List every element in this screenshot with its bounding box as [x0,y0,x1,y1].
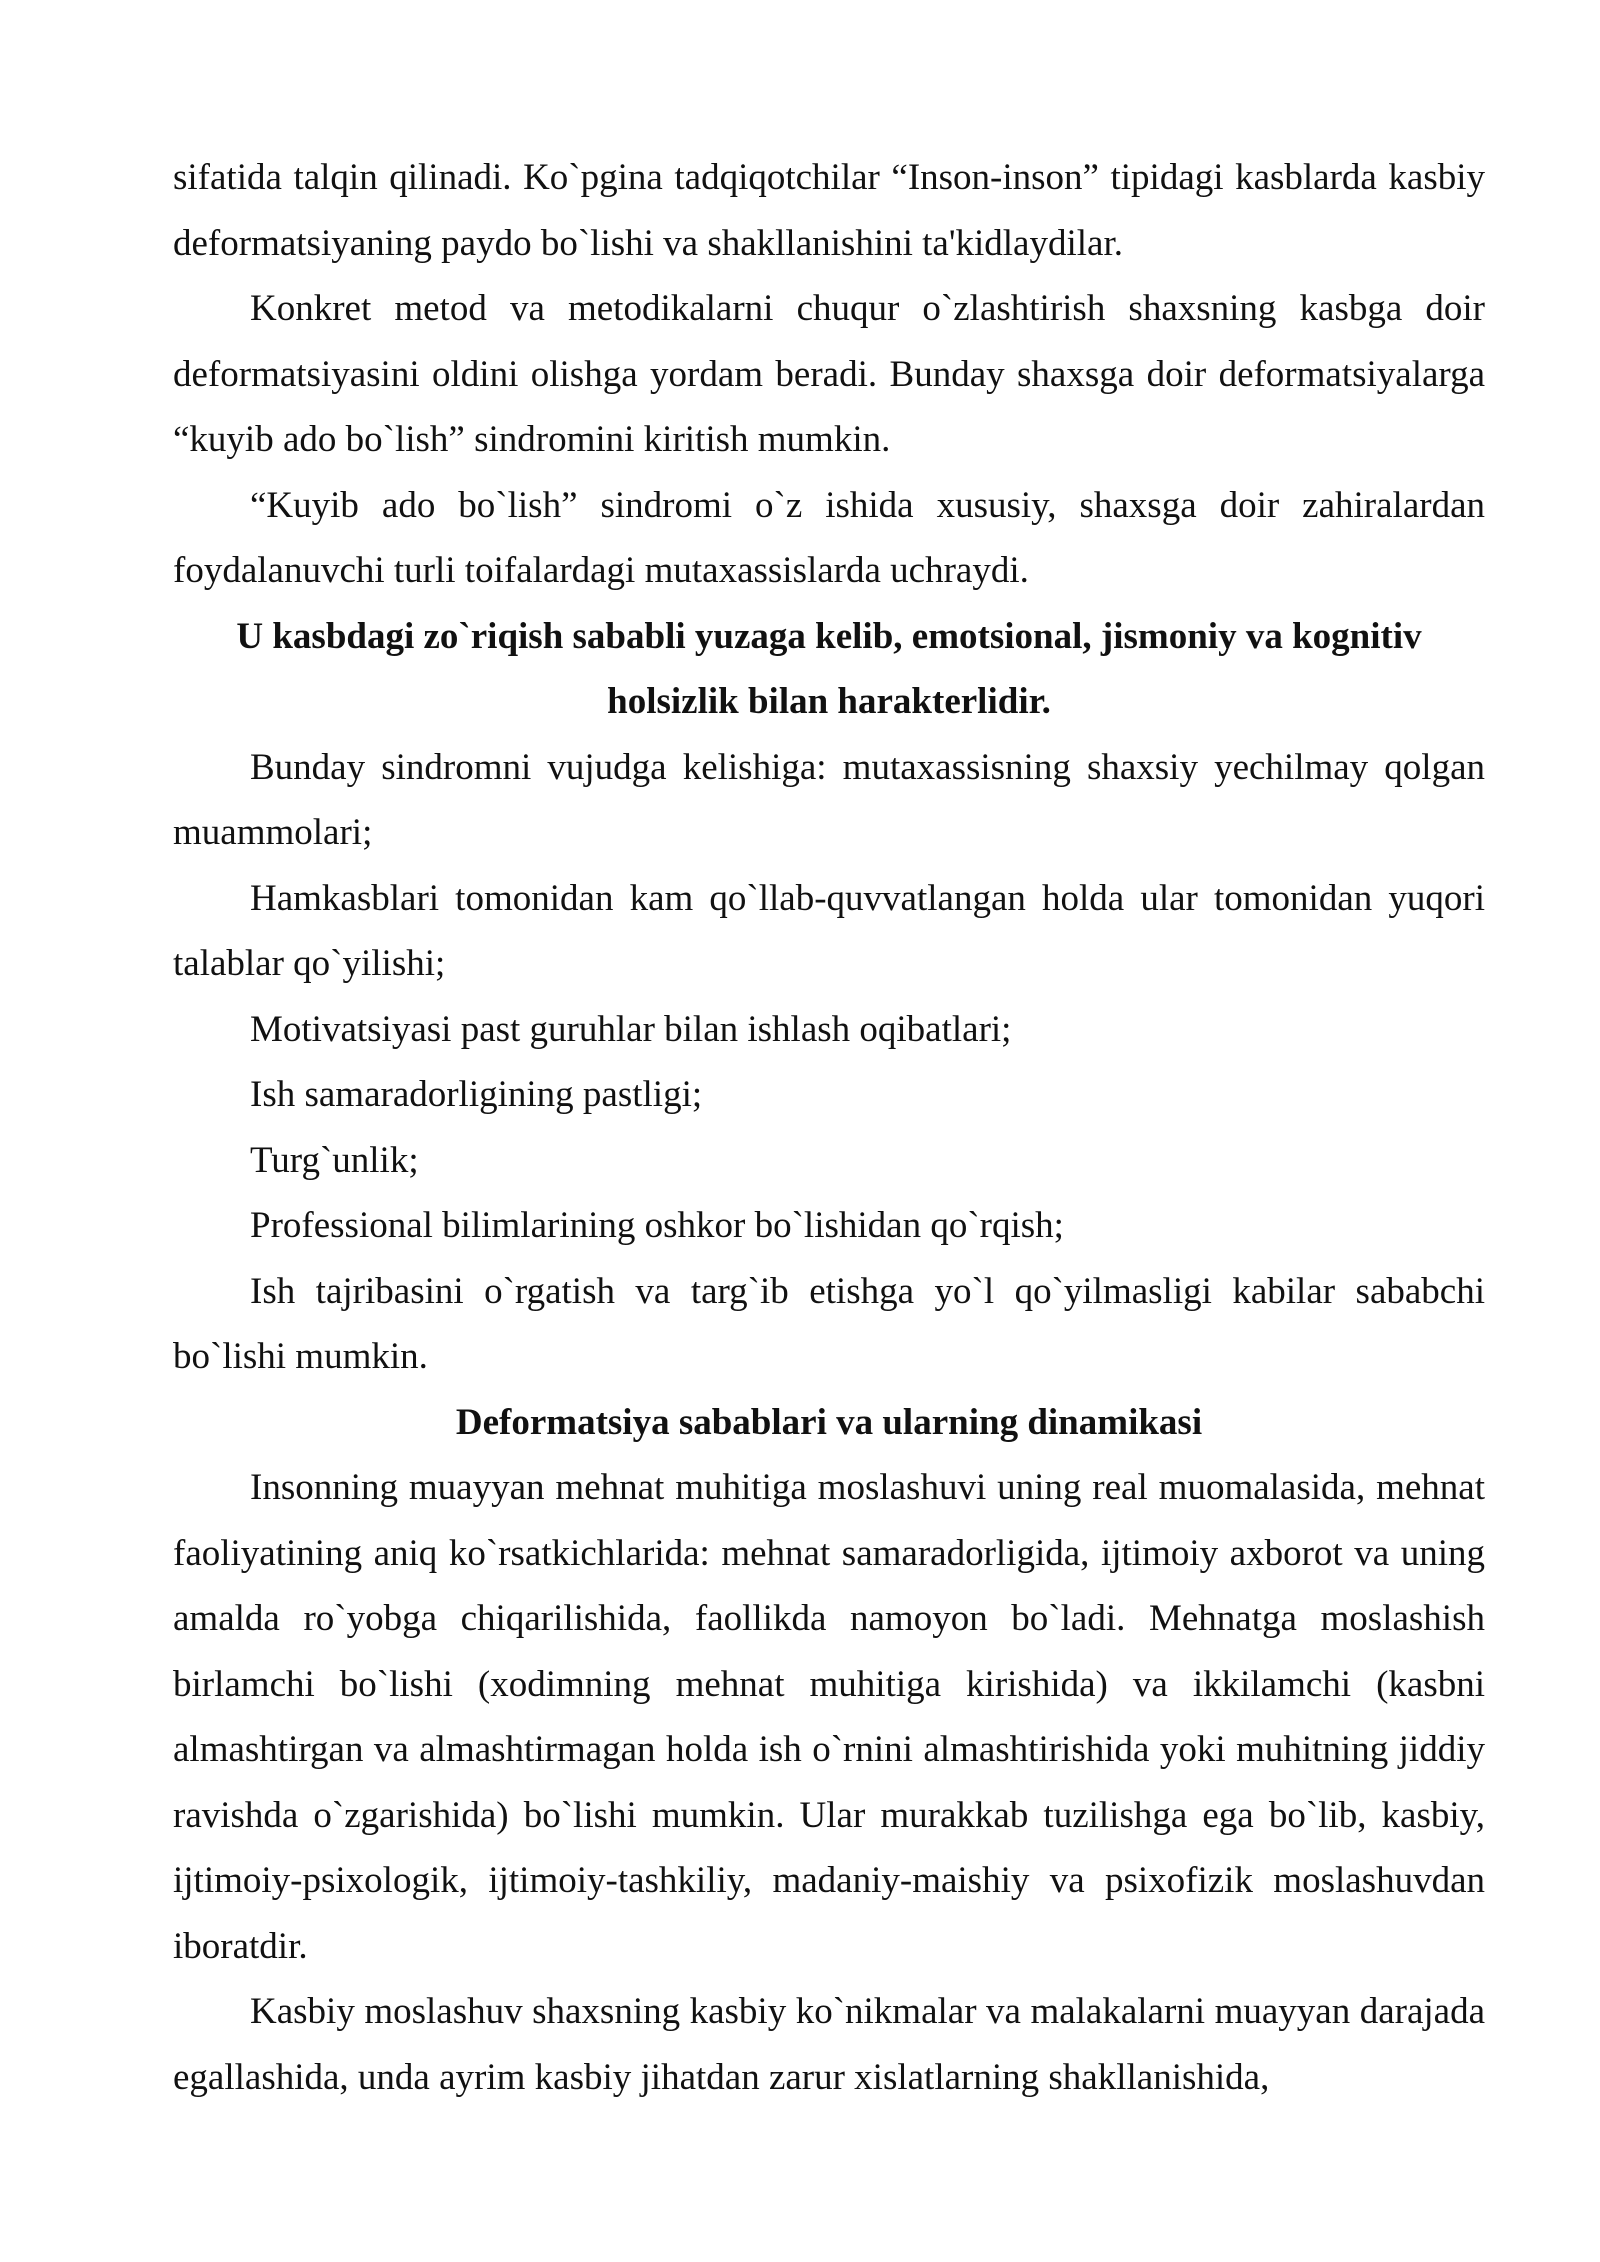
heading-kasbdagi-zoriqish: U kasbdagi zo`riqish sababli yuzaga kelib, emotsional, jismoniy va kognitiv holsizlik bilan harakterlidir. [236,615,1422,722]
paragraph-continuation: sifatida talqin qilinadi. Ko`pgina tadqiqotchilar “Inson-inson” tipidagi kasblarda kasbiy deformatsiyaning paydo bo`lishi va shakllanishini ta'kidlaydilar. [173,157,1485,264]
list-item-motivatsiya: Motivatsiyasi past guruhlar bilan ishlash oqibatlari; [250,1008,1012,1050]
heading-deformatsiya-sabablari: Deformatsiya sabablari va ularning dinamikasi [455,1401,1203,1443]
list-item-turgunlik: Turg`unlik; [250,1139,419,1181]
list-item-bilimlar: Professional bilimlarining oshkor bo`lishidan qo`rqish; [250,1205,1064,1246]
paragraph-sindrom-sabablari: Bunday sindromni vujudga kelishiga: mutaxassisning shaxsiy yechilmay qolgan muammolari; [173,746,1485,853]
list-item-hamkasblari: Hamkasblari tomonidan kam qo`llab-quvvatlangan holda ular tomonidan yuqori talablar qo`yilishi; [173,877,1485,984]
paragraph-mehnat-muhitiga-moslashuv: Insonning muayyan mehnat muhitiga moslashuvi uning real muomalasida, mehnat faoliyatining aniq ko`rsatkichlarida: mehnat samaradorligida, ijtimoiy axborot va uning amalda ro`yobga chiqarilishida, faollikda namoyon bo`ladi. Mehnatga moslashish birlamchi bo`lishi (xodimning mehnat muhitiga kirishida) va ikkilamchi (kasbni almashtirgan va almashtirmagan holda ish o`rnini almashtirishida yoki muhitning jiddiy ravishda o`zgarishida) bo`lishi mumkin. Ular murakkab tuzilishga ega bo`lib, kasbiy, ijtimoiy-psixologik, ijtimoiy-tashkiliy, madaniy-maishiy va psixofizik moslashuvdan iboratdir. [173,1467,1485,1967]
document-page [173,145,1485,2110]
paragraph-konkret-metod: Konkret metod va metodikalarni chuqur o`zlashtirish shaxsning kasbga doir deformatsiyasini oldini olishga yordam beradi. Bunday shaxsga doir deformatsiyalarga “kuyib ado bo`lish” sindromini kiritish mumkin. [173,288,1485,460]
paragraph-kuyib-ado-bolish: “Kuyib ado bo`lish” sindromi o`z ishida xususiy, shaxsga doir zahiralardan foydalanuvchi turli toifalardagi mutaxassislarda uchraydi. [173,484,1485,591]
list-item-samaradorlik: Ish samaradorligining pastligi; [250,1074,703,1115]
list-item-ish-tajribasi: Ish tajribasini o`rgatish va targ`ib etishga yo`l qo`yilmasligi kabilar sababchi bo`lishi mumkin. [173,1270,1485,1377]
paragraph-kasbiy-moslashuv: Kasbiy moslashuv shaxsning kasbiy ko`nikmalar va malakalarni muayyan darajada egallashida, unda ayrim kasbiy jihatdan zarur xislatlarning shakllanishida, [173,1991,1485,2098]
